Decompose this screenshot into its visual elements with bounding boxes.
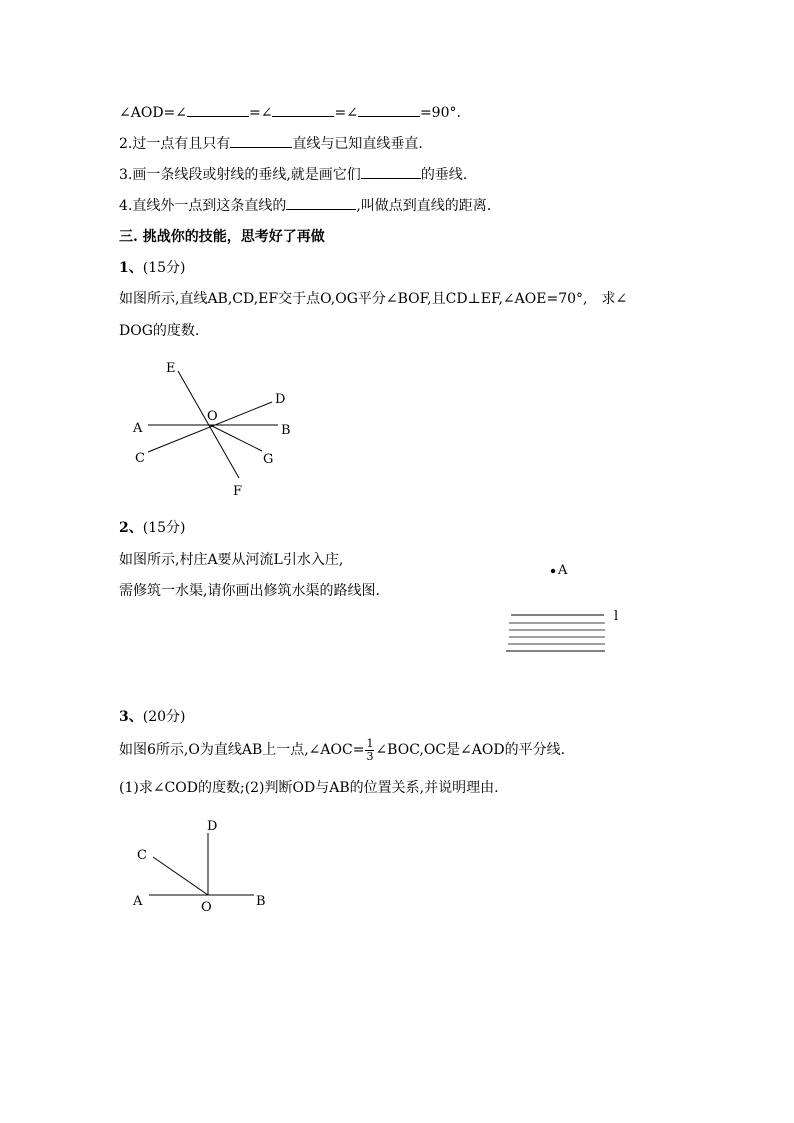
label-c: C [135,451,145,466]
q3-after: 的垂线. [420,167,468,183]
problem3-text-1-before: 如图6所示,O为直线AB上一点,∠AOC= [119,742,365,758]
q3-before: 3.画一条线段或射线的垂线,就是画它们 [119,167,361,183]
label-village-a: A [558,563,568,578]
label-o: O [201,900,212,915]
problem2-number: 2、 [119,520,143,536]
section-title: 三. 挑战你的技能，思考好了再做 [119,229,325,245]
q1-prefix: ∠AOD=∠ [119,105,188,121]
problem1-text-2: DOG的度数. [119,323,200,339]
label-g: G [263,452,274,467]
label-a: A [133,894,143,909]
fraction-numerator: 1 [366,736,374,750]
label-b: B [281,423,291,438]
q4-after: ,叫做点到直线的距离. [356,198,492,214]
fraction-denominator: 3 [366,749,374,763]
label-f: F [233,484,243,499]
q1-eq: =∠ [249,105,273,121]
label-c: C [137,848,147,863]
problem1-number: 1、 [119,260,143,276]
label-o: O [207,409,218,424]
problem2-text-1: 如图所示,村庄A要从河流L引水入庄, [119,552,344,568]
label-e: E [166,361,176,376]
problem2-score: (15分) [142,520,186,536]
label-d: D [275,392,286,407]
q2-after: 直线与已知直线垂直. [292,136,423,152]
q2-before: 2.过一点有且只有 [119,136,231,152]
problem3-text-1-after: ∠BOC,OC是∠AOD的平分线. [375,742,566,758]
label-river-l: l [614,609,619,624]
ray-oc [153,857,208,895]
problem1-text-1: 如图所示,直线AB,CD,EF交于点O,OG平分∠BOF,且CD⊥EF,∠AOE=70°, 求∠ [119,291,628,307]
problem3-score: (20分) [142,709,186,725]
label-b: B [256,894,266,909]
problem2-text-2: 需修筑一水渠,请你画出修筑水渠的路线图. [119,583,380,599]
q4-before: 4.直线外一点到这条直线的 [119,198,287,214]
label-d: D [207,819,218,834]
problem3-text-2: (1)求∠COD的度数;(2)判断OD与AB的位置关系,并说明理由. [119,780,499,796]
problem1-score: (15分) [142,260,186,276]
label-a: A [133,421,143,436]
problem3-number: 3、 [119,709,143,725]
q1-eq: =∠ [334,105,358,121]
q1-suffix: =90°. [419,105,461,121]
